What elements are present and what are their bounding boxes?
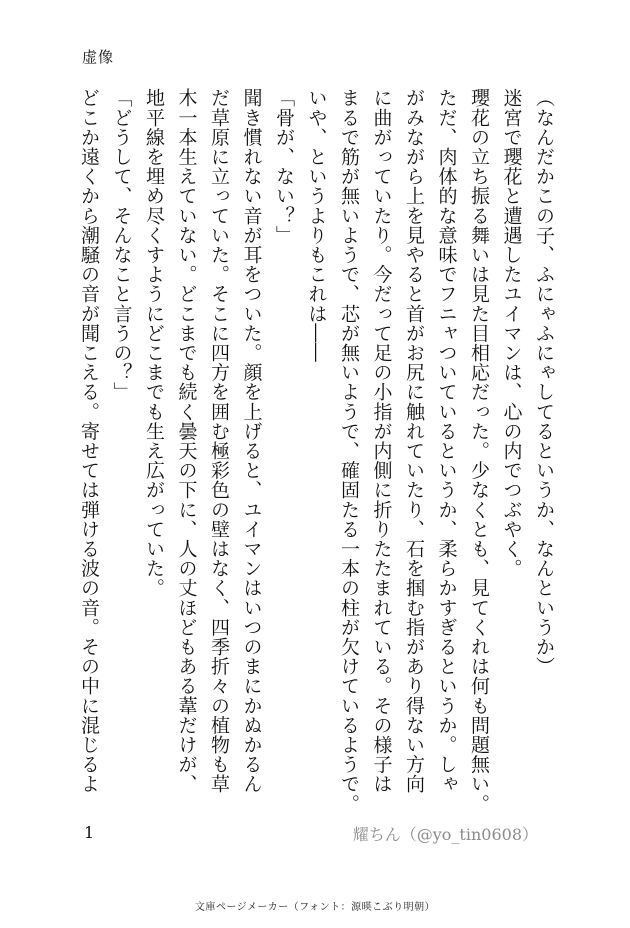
text-line: 木一本生えていない。どこまでも続く曇天の下に、人の丈ほどもある葦だけが、 [175, 88, 198, 794]
text-line: ただ、肉体的な意味でフニャついているというか、柔らかすぎるというか。しゃ [435, 88, 458, 794]
text-line: （なんだかこの子、ふにゃふにゃしてるというか、なんというか） [533, 88, 555, 676]
text-line: いや、というよりもこれは―― [305, 88, 328, 363]
vertical-body-text [73, 88, 561, 814]
text-line: 「骨が、ない？」 [273, 88, 295, 245]
page-number: 1 [84, 823, 95, 842]
text-line: 「どうして、そんなこと言うの？」 [110, 88, 133, 402]
generator-credit: 文庫ページメーカー（フォント：源暎こぶり明朝） [194, 902, 436, 913]
text-line: 聞き慣れない音が耳をついた。顔を上げると、ユイマンはいつのまにかぬかるん [240, 88, 263, 794]
text-line: に曲がっていたり。今だって足の小指が内側に折りたたまれている。その様子は [370, 88, 393, 794]
text-line: 迷宮で瓔花と遭遇したユイマンは、心の内でつぶやく。 [500, 88, 523, 578]
text-line: 地平線を埋め尽くすようにどこまでも生え広がっていた。 [143, 88, 165, 598]
text-line: だ草原に立っていた。そこに四方を囲む極彩色の壁はなく、四季折々の植物も草 [208, 88, 230, 794]
text-line: まるで筋が無いようで、芯が無いようで、確固たる一本の柱が欠けているようで。 [338, 88, 360, 814]
author-credit: 耀ちん（@yo_tin0608） [352, 825, 538, 844]
text-line: 瓔花の立ち振る舞いは見た目相応だった。少なくとも、見てくれは何も問題無い。 [468, 88, 490, 814]
text-line: どこか遠くから潮騒の音が聞こえる。寄せては弾ける波の音。その中に混じるよ [78, 88, 100, 794]
text-line: がみながら上を見やると首がお尻に触れていたり、石を掴む指があり得ない方向 [403, 88, 425, 794]
page-title: 虚像 [82, 48, 115, 66]
